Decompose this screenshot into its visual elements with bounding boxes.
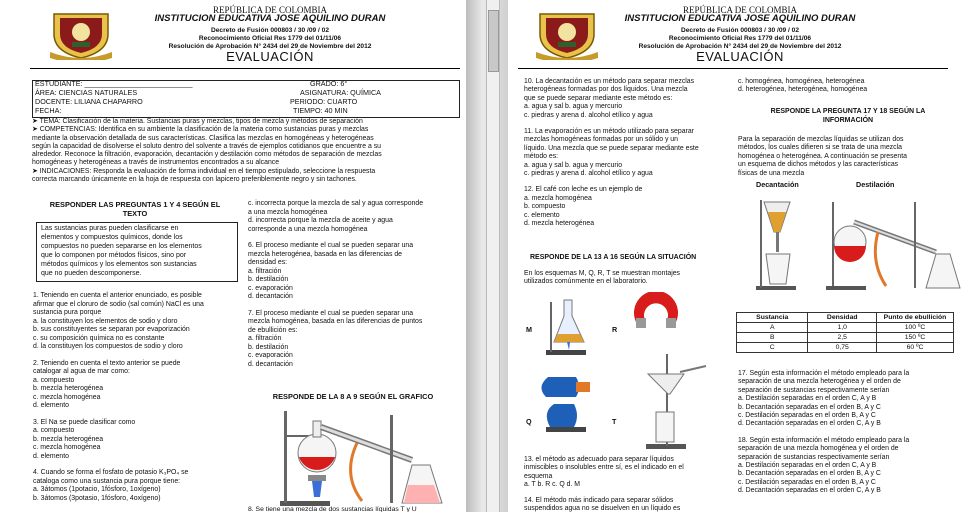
subject-field: ASIGNATURA: QUÍMICA — [300, 88, 381, 97]
decree-line: Decreto de Fusión 000803 / 30 /09 / 02 — [210, 27, 329, 34]
resolution-line: Resolución de Aprobación N° 2434 del 29 de Noviembre del 2012 — [168, 43, 372, 50]
area-field: ÁREA: CIENCIAS NATURALES — [35, 88, 138, 97]
section2-title: RESPONDE DE LA 8 A 9 SEGÚN EL GRAFICO — [272, 392, 434, 401]
date-field: FECHA: — [35, 106, 62, 115]
section3-title: RESPONDE DE LA 13 A 16 SEGÚN LA SITUACIÓN — [530, 254, 697, 261]
school-crest-icon — [50, 8, 112, 60]
decantation-label: Decantación — [756, 180, 799, 189]
instruction-line: según la capacidad de disolverse el soluto dentro del solvente a través de ejemplos cotidianos que encuentre a su — [32, 142, 381, 150]
distillation-apparatus-figure — [262, 405, 458, 507]
student-field: ESTUDIANTE: ___________________________ — [35, 79, 193, 88]
school-crest-icon — [536, 8, 598, 60]
table-header: Densidad — [808, 313, 877, 323]
title-rule — [30, 68, 460, 69]
institution-heading: INSTITUCION EDUCATIVA JOSE AQUILINO DURAN — [154, 13, 386, 24]
table-row: B 2,5 150 ºC — [737, 333, 954, 343]
title-rule — [518, 68, 948, 69]
reading-text: Las sustancias puras pueden clasificarse en elementos y compuestos químicos, donde los compuestos no pueden separarse en los elementos que lo componen por métodos físicos, sino por métodos químicos y los elementos son sustancias que no pueden descomponerse. — [41, 225, 202, 277]
section1-title-line1: RESPONDER LAS PREGUNTAS 1 Y 4 SEGÚN EL — [49, 200, 221, 209]
question-options-top: c. homogénea, homogénea, heterogénea d. heterogénea, heterogénea, homogénea — [738, 78, 868, 94]
question8-cut: 8. Se tiene una mezcla de dos sustancias líquidas T y U — [248, 506, 417, 512]
instruction-line: ➤ COMPETENCIAS: Identifica en su ambiente la clasificación de la materia como sustancias puras y mezclas — [32, 126, 369, 134]
questions-17-18: 17. Según esta información el método empleado para la separación de una mezcla heterogénea y el orden de separación de sustancias respectivamente serían a. Destilación separadas en el orden C, A y B b. Decantación separadas en el orden B, A y C c. Destilación separadas en el orden B, A y C d. Decantación separadas en el orden C, A y B 18. Según esta información el método empleado para la separación de una mezcla homogénea y el orden de separación de sustancias respectivamente serían a. Destilación separadas en el orden C, A y B b. Decantación separadas en el orden B, A y C c. Destilación separadas en el orden B, A y C d. Decantación separadas en el orden C, A y B — [738, 370, 910, 495]
label-t: T — [612, 417, 617, 426]
resolution-line: Resolución de Aprobación N° 2434 del 29 de Noviembre del 2012 — [638, 43, 842, 50]
section4-intro: Para la separación de mezclas líquidas se utilizan dos métodos, los cuales difieren si se trata de una mezcla homogénea o heterogénea. A continuación se presenta un esquema de dichos métodos y las características físicas de una mezcla — [738, 136, 907, 177]
section1-title-line2: TEXTO — [122, 209, 148, 218]
instruction-line: correcta marcando únicamente en la hoja de respuesta con lapicero preferiblemente negro y sin tachones. — [32, 176, 357, 184]
instruction-line: alrededor. Reconoce la filtración, evaporación, decantación y destilación como métodos de separación de mezclas — [32, 151, 382, 159]
section3-intro: En los esquemas M, Q, R, T se muestran montajes utilizados comúnmente en el laboratorio. — [524, 270, 680, 286]
institution-heading: INSTITUCION EDUCATIVA JOSE AQUILINO DURAN — [624, 13, 856, 24]
table-row: C 0,75 60 ºC — [737, 343, 954, 353]
instruction-line: homogéneas y heterogéneas a través de instrumentos encontrados a su alcance — [32, 159, 280, 167]
decree-line: Decreto de Fusión 000803 / 30 /09 / 02 — [680, 27, 799, 34]
vertical-scrollbar[interactable] — [486, 0, 500, 512]
questions-10-12: 10. La decantación es un método para separar mezclas heterogéneas formadas por dos líquidos. Una mezcla que se puede separar mediante este método es: a. agua y sal b. agua y mercurio c. piedras y arena d. alcohol etílico y agua 11. La evaporación es un método utilizado para separar mezclas homogéneas formadas por un sólido y un líquido. Una mezcla que se puede separar mediante este método es: a. agua y sal b. agua y mercurio c. piedras y arena d. alcohol etílico y agua 12. El café con leche es un ejemplo de a. mezcla homogénea b. compuesto c. elemento d. mezcla heterogénea — [524, 78, 699, 228]
recognition-line: Reconocimiento Oficial Res 1779 del 01/11/06 — [668, 35, 812, 42]
label-q: Q — [526, 417, 532, 426]
table-header: Sustancia — [737, 313, 808, 323]
substance-properties-table — [736, 312, 954, 353]
label-m: M — [526, 325, 532, 334]
section4-title-line2: INFORMACIÓN — [822, 117, 874, 124]
evaluation-title: EVALUACIÓN — [226, 49, 314, 64]
scrollbar-thumb[interactable] — [488, 10, 499, 72]
distillation-label: Destilación — [856, 180, 895, 189]
exam-page-1 — [0, 0, 466, 512]
section4-title-line1: RESPONDE LA PREGUNTA 17 Y 18 SEGÚN LA — [770, 108, 926, 115]
questions-13-14: 13. el método as adecuado para separar líquidos inmiscibles o insolubles entre sí, es el indicado en el esquema a. T b. R c. Q d. M 14. El método más indicado para separar sólidos suspendidos agua no se disuelven en un líquido es — [524, 456, 684, 512]
instructions-block — [32, 118, 382, 184]
republic-heading: REPÚBLICA DE COLOMBIA — [212, 5, 327, 15]
instruction-line: ➤ TEMA: Clasificación de la materia. Sustancias puras y mezclas, tipos de mezcla y métodos de separación — [32, 118, 363, 125]
exam-page-2 — [508, 0, 974, 512]
questions-left-column: 1. Teniendo en cuenta el anterior enunciado, es posible afirmar que el cloruro de sodio (sal común) NaCl es una sustancia pura porque a. la constituyen los elementos de sodio y cloro b. sus constituyentes se separan por evaporización c. su composición química no es constante d. la constituyen los compuestos de sodio y cloro 2. Teniendo en cuenta el texto anterior se puede catalogar al agua de mar como: a. compuesto b. mezcla heterogénea c. mezcla homogénea d. elemento 3. El Na se puede clasificar como a. compuesto b. mezcla heterogénea c. mezcla homogénea d. elemento 4. Cuando se forma el fosfato de potasio K₃PO₄ se cataloga como una sustancia pura porque tiene: a. 3átomos (1potacio, 1fósforo, 1oxígeno) b. 3átomos (3potasio, 1fósforo, 4oxígeno) — [33, 292, 204, 502]
evaluation-title: EVALUACIÓN — [696, 49, 784, 64]
separation-methods-figure — [746, 192, 966, 292]
period-field: PERIODO: CUARTO — [290, 97, 358, 106]
questions-right-column: c. incorrecta porque la mezcla de sal y agua corresponde a una mezcla homogénea d. incorrecta porque la mezcla de aceite y agua corresponde a una mezcla homogénea 6. El proceso mediante el cual se pueden separar una mezcla heterogénea, basada en las diferencias de densidad es: a. filtración b. destilación c. evaporación d. decantación 7. El proceso mediante el cual se pueden separar una mezcla homogénea, basada en las diferencias de puntos de ebullición es: a. filtración b. destilación c. evaporación d. decantación — [248, 200, 424, 368]
table-header: Punto de ebullición — [877, 313, 954, 323]
grade-field: GRADO: 6° — [310, 79, 348, 88]
teacher-field: DOCENTE: LILIANA CHAPARRO — [35, 97, 143, 106]
lab-setups-figure — [536, 292, 736, 452]
table-row: A 1,0 100 ºC — [737, 323, 954, 333]
instruction-line: ➤ INDICACIONES: Responda la evaluación de forma individual en el tiempo estipulado, seleccione la respuesta — [32, 167, 376, 175]
time-field: TIEMPO: 40 MIN — [293, 106, 348, 115]
instruction-line: mediante la observación detallada de sus características. Clasifica las mezclas en homogéneas y heterogéneas — [32, 134, 374, 142]
label-r: R — [612, 325, 618, 334]
republic-heading: REPÚBLICA DE COLOMBIA — [682, 5, 797, 15]
recognition-line: Reconocimiento Oficial Res 1779 del 01/11/06 — [198, 35, 342, 42]
